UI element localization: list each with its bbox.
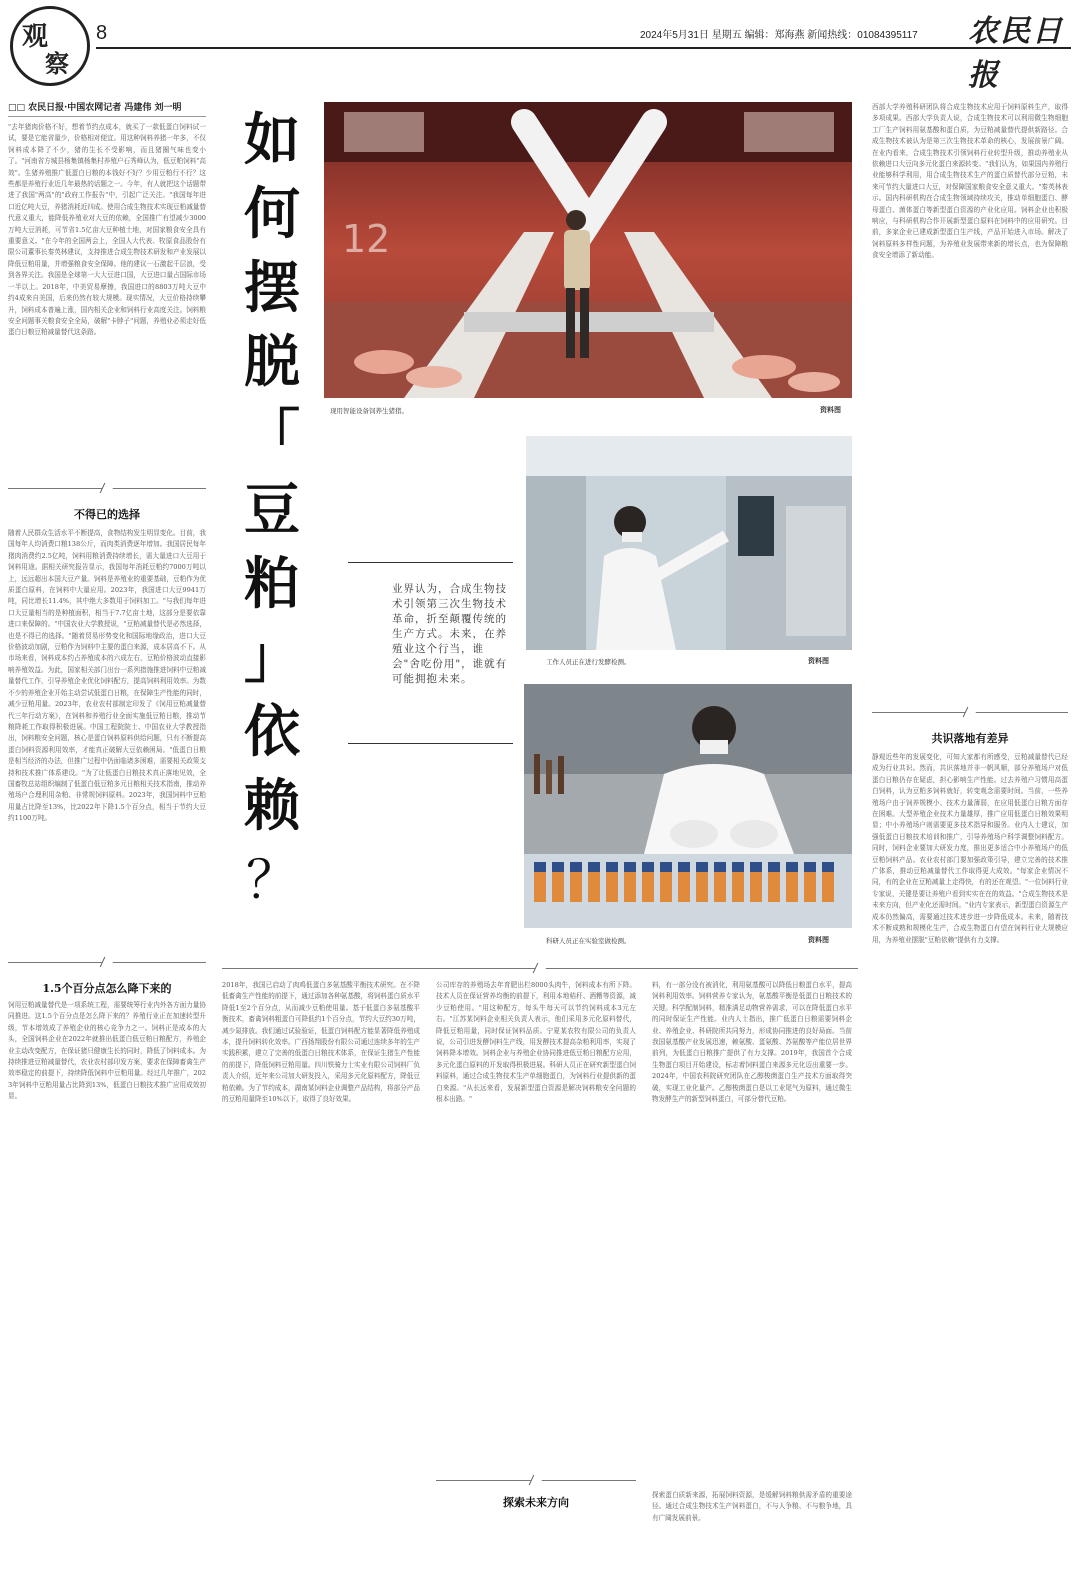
photo-credit: 资料图 [820, 405, 841, 414]
article-text-col1a: "去年猪肉价格不好，想着节约点成本，就买了一款低蛋白饲料试一试，要是它能省量少，价格相对便宜。用这种饲料养猪一年多，不仅饲料成本降了不少，猪的生长不受影响，而且猪圈气味也变小了。"河南省方城县杨集镇杨集村养殖户石秀峰认为，低豆粕饲料"高效"。生猪养殖推广低蛋白日粮的本钱好不好？少用豆粕行不行？这些都是养殖行业近几年最热的话题之一。今年，有人就把这个话题带进了我国"两高"的"政府工作报告"中，引起广泛关注。"我国每年进口近亿吨大豆，养猪消耗近四成。使用合成生物技术实现豆粕减量替代意义重大，能降低养殖业对大豆的依赖，全国推广有望减少3000万吨大豆消耗，可节省1.5亿亩大豆种植土地，对国家粮食安全具有重要意义。"在今年的全国两会上，全国人大代表、牧原食品股份有限公司董事长秦英林建议，支持推进合成生物技术研发和产业发展以降低豆粕用量，并增强粮食安全保障。他的建议一石激起千层浪，受到各界关注。我国是全球第一大大豆进口国，大豆进口量占国际市场一半以上。2018年，中美贸易摩擦，我国进口的8803万吨大豆中约4成来自美国，后来仍然有较大规模。现实情况，大豆价格持续攀升，饲料成本普遍上涨，国内相关企业和饲料行业高度关注。饲料粮安全问题事关粮食安全全局，破解"卡脖子"问题，养殖业必须走好低蛋白日粮豆粕减量替代这条路。 [8, 123, 206, 337]
article-text-col5b: 静观近些年的发展变化，可知大家都有所感受，豆粕减量替代已经成为行业共识。然而，共识落地并非一帆风顺，部分养殖场户对低蛋白日粮仍存在疑虑，担心影响生产性能。过去养殖户习惯用高蛋白饲料，认为豆粕多饲料就好，转变观念需要时间。当前，一些养殖场户由于饲养规模小、技术力量薄弱，在应用低蛋白日粮方面存在困难。大型养殖企业技术力量雄厚，推广应用低蛋白日粮效果明显；中小养殖场户则需要更多技术指导和服务。业内人士建议，加强低蛋白日粮技术培训和推广，引导养殖场户科学调整饲料配方。同时，饲料企业要加大研发力度，推出更多适合中小养殖场户的低豆粕饲料产品。农业农村部门要加强政策引导，建立完善的技术推广体系，推动豆粕减量替代工作取得更大成效。"每家企业情况不同，有的企业在豆粕减量上走得快，有的还在观望。"一位饲料行业专家说，关键是要让养殖户看到实实在在的效益。"合成生物技术是未来方向，但产业化还需时间。"业内专家表示，新型蛋白资源生产成本仍然偏高，需要通过技术进步进一步降低成本。未来，随着技术不断成熟和规模化生产，合成生物蛋白有望在饲料行业大规模应用，为养殖业摆脱"豆粕依赖"提供有力支撑。 [872, 753, 1068, 944]
date-editor-info: 2024年5月31日 星期五 编辑：郑海燕 新闻热线：01084395117 [640, 30, 918, 41]
headline-char: 何 [244, 182, 300, 247]
article-text-col1b: 随着人民群众生活水平不断提高，食物结构发生明显变化。目前，我国每年人均消费口粮138公斤，而肉类消费逐年增加。我国居民每年猪肉消费约2.5亿吨，饲料用粮消费持续增长，需大量进口大豆用于饲料用途。据相关研究报告显示，我国每年消耗豆粕约7000万吨以上，远远超出本国大豆产量。饲料是养殖业的重要基础，豆粕作为优质蛋白原料，在饲料中大量应用。2023年，我国进口大豆9941万吨，同比增长11.4%，其中绝大多数用于饲料加工。"与我们每年进口大豆量相当的是种植面积，相当于7.7亿亩土地，这部分是要依靠进口来保障的。"中国农业大学教授说，"豆粕减量替代是必然选择，也是不得已的选择。"随着贸易形势变化和国际地缘政治，进口大豆价格波动加剧，豆粕作为饲料中主要的蛋白来源，成本居高不下。从市场来看，饲料成本约占养殖成本的六成左右，豆粕价格波动直接影响养殖效益。为此，国家相关部门出台一系列措施推进饲料中豆粕减量替代工作，引导养殖企业优化饲料配方，提高饲料利用效率。为数不少的养殖企业开始主动尝试低蛋白日粮，在保障生产性能的同时，减少豆粕用量。2023年，农业农村部制定印发了《饲用豆粕减量替代三年行动方案》，在饲料和养殖行业全面实施低豆粕日粮，推动节粮降耗工作取得积极进展。中国工程院院士、中国农业大学教授指出，饲料粮安全问题，核心是蛋白饲料原料供给问题，只有不断提高蛋白饲料资源利用效率，才能真正破解大豆依赖困局。"低蛋白日粮是相当经济的办法，但推广过程中仍面临诸多困难，需要相关政策支持和技术推广体系建设。"为了让低蛋白日粮技术真正落地见效，全国畜牧总站组织编制了低蛋白低豆粕多元日粮相关技术指南，推动养殖场户合理利用杂粕、非常规饲料原料。2023年，我国饲料中豆粕用量占比降至13%，比2022年下降1.5个百分点，相当于节约大豆约1100万吨。 [8, 529, 206, 823]
byline-rule [8, 116, 206, 117]
headline-char: 依 [244, 700, 300, 765]
section-divider [8, 962, 206, 963]
article-text-col2: 2018年，我国已启动了肉鸡低蛋白多氨基酸平衡技术研究。在不降低畜禽生产性能的前提下，通过添加各种氨基酸，将饲料蛋白质水平降低1至2个百分点，从而减少豆粕使用量。基于低蛋白多氨基酸平衡技术，畜禽饲料粗蛋白可降低约1个百分点，节约大豆约30万吨，减少氮排放。我们通过试验验证，低蛋白饲料配方能显著降低养殖成本，提升饲料转化效率。广西扬翔股份有限公司通过连续多年的生产实践积累，建立了完善的低蛋白日粮技术体系，在保证生猪生产性能的前提下，降低饲料豆粕用量。四川铁骑力士实业有限公司饲料厂负责人介绍，近年来公司加大研发投入，采用多元化原料配方，降低豆粕依赖。为了节约成本，湖南某饲料企业调整产品结构，将部分产品的豆粕用量降至10%以下，取得了良好效果。 [222, 981, 420, 1104]
photo-caption: 现用智能设备饲养生猪猪。 [330, 407, 408, 415]
article-text-col1c: 饲用豆粕减量替代是一项系统工程，需要统筹行业内外各方面力量协同推进。这1.5个百分点是怎么降下来的？养殖行业正在加速转型升级，节本增效成了养殖企业的核心竞争力之一。饲料正是成本的大头，全国饲料企业在2022年就推出低蛋白低豆粕日粮配方，养殖企业主动改变配方，在保证猪只健康生长的同时，降低了饲料成本。为持续推进豆粕减量替代，农业农村部印发方案，要求在保障畜禽生产效率稳定的前提下，持续降低饲料中豆粕用量。经过几年推广，2023年饲料中豆粕用量占比降到13%，低蛋白日粮技术推广应用成效初显。 [8, 1001, 206, 1101]
article-text-col5a: 西部大学养殖科研团队将合成生物技术应用于饲料原料生产，取得多项成果。西部大学负责人说，合成生物技术可以利用微生物细胞工厂生产饲料用氨基酸和蛋白质，为豆粕减量替代提供新路径。合成生物技术被认为是第三次生物技术革命的核心，发展前景广阔。在业内看来，合成生物技术引领饲料行业转型升级，推动养殖业从依赖进口大豆向多元化蛋白来源转变。"我们认为，如果国内养殖行业能够科学利用，用合成生物技术生产的蛋白质替代部分豆粕，未来可节约大量进口大豆，对保障国家粮食安全意义重大。"秦英林表示。国内科研机构在合成生物领域持续攻关，推动单细胞蛋白、酵母蛋白、菌体蛋白等新型蛋白资源的产业化应用。饲料企业也积极响应，与科研机构合作开展新型蛋白原料在饲料中的应用研究。目前，多家企业已建成新型蛋白生产线，产品开始进入市场。解决了饲料原料多样性问题，为养殖业发展带来新的增长点，也为保障粮食安全增添了新动能。 [872, 103, 1068, 260]
headline-char: 如 [244, 108, 300, 173]
headline-char: 脱 [244, 330, 300, 395]
headline-char: 摆 [244, 256, 300, 321]
quote-rule-top [348, 562, 513, 563]
pull-quote: 业界认为，合成生物技术引领第三次生物技术革命，折至颠覆传统的生产方式。未来，在养殖业这个行当，谁会"舍吃份用"，谁就有可能拥抱未来。 [392, 583, 508, 685]
subhead-choice: 不得已的选择 [74, 508, 140, 521]
photo-credit: 资料图 [808, 935, 829, 944]
headline-char: 「 [244, 404, 300, 469]
headline [238, 104, 306, 918]
section-name-char2: 察 [45, 49, 69, 78]
byline: □□ 农民日报·中国农网记者 冯建伟 刘一明 [8, 103, 182, 113]
section-divider [436, 1480, 636, 1481]
photo-lab-test [524, 684, 852, 928]
newspaper-logo: 农民日报 [968, 14, 1064, 93]
section-divider [222, 968, 858, 969]
svg-text:12: 12 [342, 217, 391, 261]
subhead-consensus: 共识落地有差异 [931, 732, 1009, 745]
photo-caption: 科研人员正在实验室做检测。 [546, 937, 631, 945]
article-text-col3: 公司库存的养殖场去年育肥出栏8000头肉牛，饲料成本有所下降。技术人员在保证营养均衡的前提下，利用本地秸秆、酒糟等资源，减少豆粕使用。"用这种配方，每头牛每天可以节约饲料成本3元左右。"江苏某饲料企业相关负责人表示，他们采用多元化原料替代，降低豆粕用量，同时保证饲料品质。宁夏某农牧有限公司的负责人说，公司引进发酵饲料生产线，用发酵技术提高杂粕利用率，实现了饲料降本增效。饲料企业与养殖企业协同推进低豆粕日粮配方应用，多元化蛋白原料的开发取得积极进展。科研人员正在研究新型蛋白饲料原料，通过合成生物技术生产单细胞蛋白，为饲料行业提供新的蛋白来源。"从长远来看，发展新型蛋白资源是解决饲料粮安全问题的根本出路。" [436, 981, 636, 1104]
photo-pig-farm [324, 102, 852, 398]
section-divider [872, 712, 1068, 713]
headline-char: 赖 [244, 774, 300, 839]
section-name-char1: 观 [22, 22, 49, 52]
quote-rule-bottom [348, 743, 513, 744]
photo-caption: 工作人员正在进行发酵检测。 [546, 658, 631, 666]
section-divider [8, 488, 206, 489]
masthead-rule [96, 47, 1071, 49]
subhead-future: 探索未来方向 [503, 1496, 569, 1509]
article-text-col4: 料，有一部分没有被消化，利用氨基酸可以降低日粮蛋白水平，提高饲料利用效率。饲料营养专家认为，氨基酸平衡是低蛋白日粮技术的关键。科学配制饲料，精准满足动物营养需求，可以在降低蛋白水平的同时保证生产性能。业内人士指出，推广低蛋白日粮需要饲料企业、养殖企业、科研院所共同努力，形成协同推进的良好局面。当前我国氨基酸产业发展迅速，赖氨酸、蛋氨酸、苏氨酸等产能位居世界前列，为低蛋白日粮推广提供了有力支撑。2019年，我国首个合成生物蛋白项目开始建设，标志着饲料蛋白来源多元化迈出重要一步。2024年，中国农科院研究团队在乙醇梭菌蛋白生产技术方面取得突破，实现工业化量产。乙醇梭菌蛋白是以工业尾气为原料，通过微生物发酵生产的新型饲料蛋白，可部分替代豆粕。 [652, 981, 852, 1104]
subhead-percent: 1.5个百分点怎么降下来的 [42, 982, 172, 995]
photo-fermentation [526, 436, 852, 650]
headline-char: 」 [244, 626, 300, 691]
headline-char: 粕 [244, 552, 300, 617]
article-text-col4b: 探索蛋白质新来源，拓展饲料资源，是缓解饲料粮供需矛盾的重要途径。通过合成生物技术生产饲料蛋白，不与人争粮、不与粮争地，具有广阔发展前景。 [652, 1491, 852, 1522]
headline-char: 豆 [244, 478, 300, 543]
headline-question-mark: ？ [245, 851, 298, 911]
photo-credit: 资料图 [808, 656, 829, 665]
page-number: 8 [96, 22, 108, 44]
